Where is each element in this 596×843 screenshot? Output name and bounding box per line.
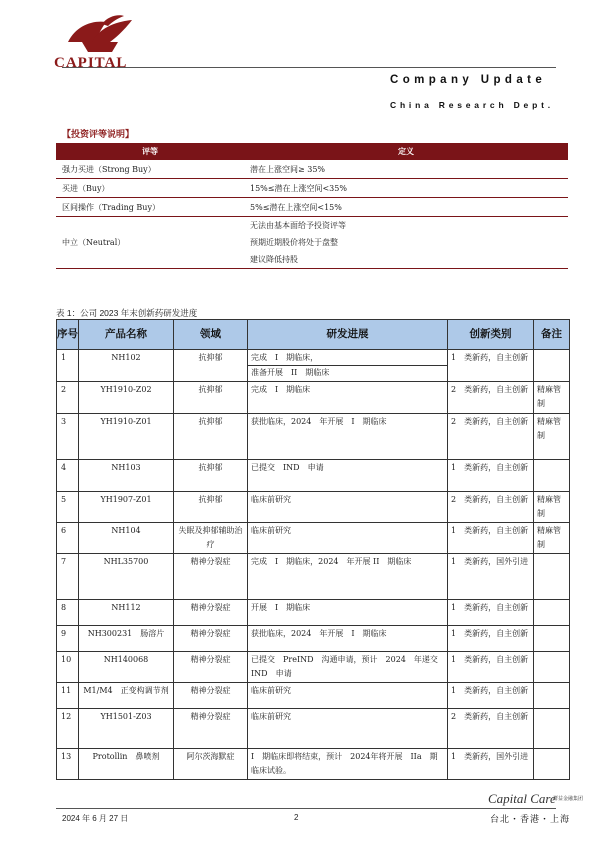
cell-note bbox=[534, 626, 570, 652]
cell-no: 8 bbox=[57, 600, 79, 626]
cell-note bbox=[534, 460, 570, 492]
table-row bbox=[57, 749, 570, 780]
progress-line: 完成 I 期临床 bbox=[251, 385, 311, 394]
cell-name: NH140068 bbox=[79, 652, 174, 683]
rating-row bbox=[56, 198, 568, 217]
rating-table bbox=[56, 143, 568, 269]
cell-category: 2 类新药，自主创新 bbox=[448, 492, 534, 523]
table-row bbox=[57, 460, 570, 492]
progress-line: 完成 I 期临床， bbox=[251, 353, 319, 362]
cell-category: 2 类新药，自主创新 bbox=[448, 414, 534, 460]
progress-line: 完成 I 期临床，2024 年开展 II 期临床 bbox=[251, 557, 412, 566]
cell-progress bbox=[248, 523, 448, 554]
table-row bbox=[57, 492, 570, 523]
cell-name: NH112 bbox=[79, 600, 174, 626]
cell-category: 1 类新药，国外引进 bbox=[448, 554, 534, 600]
cell-category: 1 类新药，自主创新 bbox=[448, 652, 534, 683]
cell-no: 5 bbox=[57, 492, 79, 523]
rating-row bbox=[56, 179, 568, 198]
cell-note: 精麻管制 bbox=[534, 382, 570, 414]
cell-category: 1 类新药，自主创新 bbox=[448, 350, 534, 382]
table-row bbox=[57, 382, 570, 414]
progress-line: 获批临床，2024 年开展 I 期临床 bbox=[251, 629, 387, 638]
progress-line: I 期临床即将结束，预计 2024年将开展 IIa 期临床试验。 bbox=[251, 752, 438, 775]
definition-line: 无法由基本面给予投资评等 bbox=[250, 221, 346, 230]
cell-category: 1 类新药，自主创新 bbox=[448, 683, 534, 709]
cell-field: 精神分裂症 bbox=[174, 683, 248, 709]
definition-col-header: 定义 bbox=[244, 143, 568, 160]
progress-line: 临床前研究 bbox=[251, 526, 291, 535]
footer-rule bbox=[56, 808, 556, 809]
table-row bbox=[57, 414, 570, 460]
col-header-progress: 研发进展 bbox=[248, 320, 448, 350]
cell-no: 3 bbox=[57, 414, 79, 460]
progress-line: 已提交 PreIND 沟通申请，预计 2024 年递交 IND 申请 bbox=[251, 655, 446, 678]
col-header-name: 产品名称 bbox=[79, 320, 174, 350]
table-row bbox=[57, 350, 570, 382]
cell-name: NHL35700 bbox=[79, 554, 174, 600]
table-row bbox=[57, 523, 570, 554]
table-row bbox=[57, 626, 570, 652]
rating-definition bbox=[244, 217, 568, 269]
rating-row bbox=[56, 217, 568, 269]
cell-no: 4 bbox=[57, 460, 79, 492]
rating-definition: 潜在上涨空间≥ 35% bbox=[244, 160, 568, 179]
cell-field: 精神分裂症 bbox=[174, 709, 248, 749]
progress-line: 准备开展 II 期临床 bbox=[248, 365, 447, 380]
header-rule bbox=[62, 67, 556, 68]
cell-note bbox=[534, 554, 570, 600]
cell-field: 抗抑郁 bbox=[174, 414, 248, 460]
cell-progress bbox=[248, 600, 448, 626]
footer-date: 2024 年 6 月 27 日 bbox=[62, 814, 129, 823]
progress-line: 已提交 IND 申请 bbox=[251, 463, 324, 472]
table-row bbox=[57, 600, 570, 626]
cell-field: 阿尔茨海默症 bbox=[174, 749, 248, 780]
cell-category: 1 类新药，自主创新 bbox=[448, 626, 534, 652]
cell-progress bbox=[248, 626, 448, 652]
footer-cities: 台北・香港・上海 bbox=[490, 815, 571, 825]
cell-no: 13 bbox=[57, 749, 79, 780]
cell-progress bbox=[248, 652, 448, 683]
cell-note bbox=[534, 600, 570, 626]
definition-line: 预期近期股价将处于盘整 bbox=[250, 238, 338, 247]
cell-no: 2 bbox=[57, 382, 79, 414]
cell-field: 精神分裂症 bbox=[174, 554, 248, 600]
brand-subtitle: 群益金融集团 bbox=[553, 796, 584, 802]
cell-category: 1 类新药，自主创新 bbox=[448, 523, 534, 554]
cell-no: 1 bbox=[57, 350, 79, 382]
logo-text: CAPITAL bbox=[54, 55, 128, 71]
cell-category: 2 类新药，自主创新 bbox=[448, 709, 534, 749]
cell-name: NH104 bbox=[79, 523, 174, 554]
progress-line: 临床前研究 bbox=[251, 712, 291, 721]
cell-category: 2 类新药，自主创新 bbox=[448, 382, 534, 414]
rating-col-header: 评等 bbox=[56, 143, 244, 160]
col-header-field: 领域 bbox=[174, 320, 248, 350]
cell-field: 失眠及抑郁辅助治疗 bbox=[174, 523, 248, 554]
cell-no: 7 bbox=[57, 554, 79, 600]
cell-note bbox=[534, 749, 570, 780]
cell-no: 9 bbox=[57, 626, 79, 652]
rating-row bbox=[56, 160, 568, 179]
cell-name: YH1910-Z01 bbox=[79, 414, 174, 460]
cell-progress bbox=[248, 460, 448, 492]
rating-label: 区间操作（Trading Buy） bbox=[56, 198, 244, 217]
cell-no: 12 bbox=[57, 709, 79, 749]
cell-name: NH300231 肠溶片 bbox=[79, 626, 174, 652]
company-update-title: Company Update bbox=[390, 74, 547, 86]
cell-category: 1 类新药，国外引进 bbox=[448, 749, 534, 780]
cell-field: 抗抑郁 bbox=[174, 492, 248, 523]
capital-care-logo: Capital Care bbox=[488, 791, 556, 806]
cell-note: 精麻管制 bbox=[534, 492, 570, 523]
pipeline-table bbox=[56, 319, 570, 780]
table-row bbox=[57, 652, 570, 683]
table-row bbox=[57, 709, 570, 749]
cell-note: 精麻管制 bbox=[534, 523, 570, 554]
cell-no: 6 bbox=[57, 523, 79, 554]
progress-line: 获批临床，2024 年开展 I 期临床 bbox=[251, 417, 387, 426]
progress-line: 临床前研究 bbox=[251, 495, 291, 504]
cell-name: YH1501-Z03 bbox=[79, 709, 174, 749]
cell-field: 精神分裂症 bbox=[174, 626, 248, 652]
rating-label: 中立（Neutral） bbox=[56, 217, 244, 269]
cell-name: M1/M4 正变构调节剂 bbox=[79, 683, 174, 709]
table-row bbox=[57, 554, 570, 600]
cell-progress bbox=[248, 683, 448, 709]
cell-field: 精神分裂症 bbox=[174, 600, 248, 626]
cell-note bbox=[534, 350, 570, 382]
cell-field: 抗抑郁 bbox=[174, 382, 248, 414]
page-number: 2 bbox=[294, 813, 299, 822]
cell-progress bbox=[248, 554, 448, 600]
progress-line: 临床前研究 bbox=[251, 686, 291, 695]
cell-progress bbox=[248, 350, 448, 382]
cell-progress bbox=[248, 749, 448, 780]
cell-name: Protollin 鼻喷剂 bbox=[79, 749, 174, 780]
table-row bbox=[57, 683, 570, 709]
rating-label: 买进（Buy） bbox=[56, 179, 244, 198]
cell-name: NH103 bbox=[79, 460, 174, 492]
dept-subtitle: China Research Dept. bbox=[390, 100, 554, 110]
rating-section-title: 【投资评等说明】 bbox=[62, 130, 135, 140]
rating-label: 强力买进（Strong Buy） bbox=[56, 160, 244, 179]
cell-name: NH102 bbox=[79, 350, 174, 382]
table1-caption: 表 1：公司 2023 年末创新药研发进度 bbox=[56, 308, 198, 318]
cell-field: 抗抑郁 bbox=[174, 350, 248, 382]
cell-no: 11 bbox=[57, 683, 79, 709]
definition-line: 建议降低持股 bbox=[250, 255, 298, 264]
cell-category: 1 类新药，自主创新 bbox=[448, 460, 534, 492]
rating-definition: 15%≤潜在上涨空间<35% bbox=[244, 179, 568, 198]
cell-note bbox=[534, 652, 570, 683]
col-header-note: 备注 bbox=[534, 320, 570, 350]
cell-category: 1 类新药，自主创新 bbox=[448, 600, 534, 626]
cell-name: YH1910-Z02 bbox=[79, 382, 174, 414]
cell-field: 抗抑郁 bbox=[174, 460, 248, 492]
rating-definition: 5%≤潜在上涨空间<15% bbox=[244, 198, 568, 217]
cell-note: 精麻管制 bbox=[534, 414, 570, 460]
col-header-no: 序号 bbox=[57, 320, 79, 350]
col-header-category: 创新类别 bbox=[448, 320, 534, 350]
cell-progress bbox=[248, 709, 448, 749]
cell-name: YH1907-Z01 bbox=[79, 492, 174, 523]
cell-note bbox=[534, 683, 570, 709]
cell-progress bbox=[248, 382, 448, 414]
cell-note bbox=[534, 709, 570, 749]
cell-progress bbox=[248, 492, 448, 523]
progress-line: 开展 I 期临床 bbox=[251, 603, 311, 612]
cell-progress bbox=[248, 414, 448, 460]
cell-no: 10 bbox=[57, 652, 79, 683]
cell-field: 精神分裂症 bbox=[174, 652, 248, 683]
